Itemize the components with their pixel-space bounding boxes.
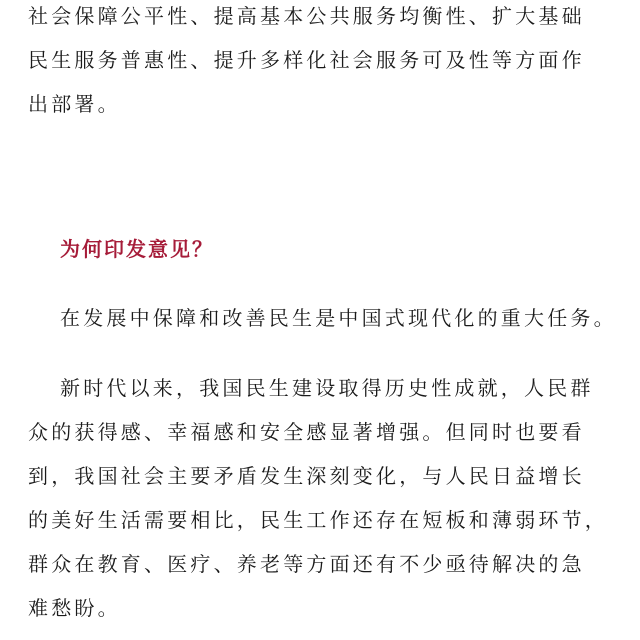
paragraph-line: 难愁盼。 [28, 596, 121, 620]
paragraph-2 [28, 366, 618, 630]
paragraph-line: 的美好生活需要相比，民生工作还存在短板和薄弱环节， [28, 508, 608, 532]
paragraph-line: 社会保障公平性、提高基本公共服务均衡性、扩大基础 [28, 4, 585, 28]
paragraph-line: 出部署。 [28, 92, 121, 116]
paragraph-line: 到，我国社会主要矛盾发生深刻变化，与人民日益增长 [28, 464, 585, 488]
paragraph-line: 民生服务普惠性、提升多样化社会服务可及性等方面作 [28, 48, 585, 72]
lead-paragraph [28, 0, 618, 126]
paragraph-1 [60, 296, 630, 340]
paragraph-line: 在发展中保障和改善民生是中国式现代化的重大任务。 [60, 306, 617, 330]
paragraph-line: 新时代以来，我国民生建设取得历史性成就，人民群 [60, 376, 594, 400]
section-heading: 为何印发意见？ [60, 237, 214, 261]
paragraph-line: 众的获得感、幸福感和安全感显著增强。但同时也要看 [28, 420, 585, 444]
paragraph-line: 群众在教育、医疗、养老等方面还有不少亟待解决的急 [28, 552, 585, 576]
